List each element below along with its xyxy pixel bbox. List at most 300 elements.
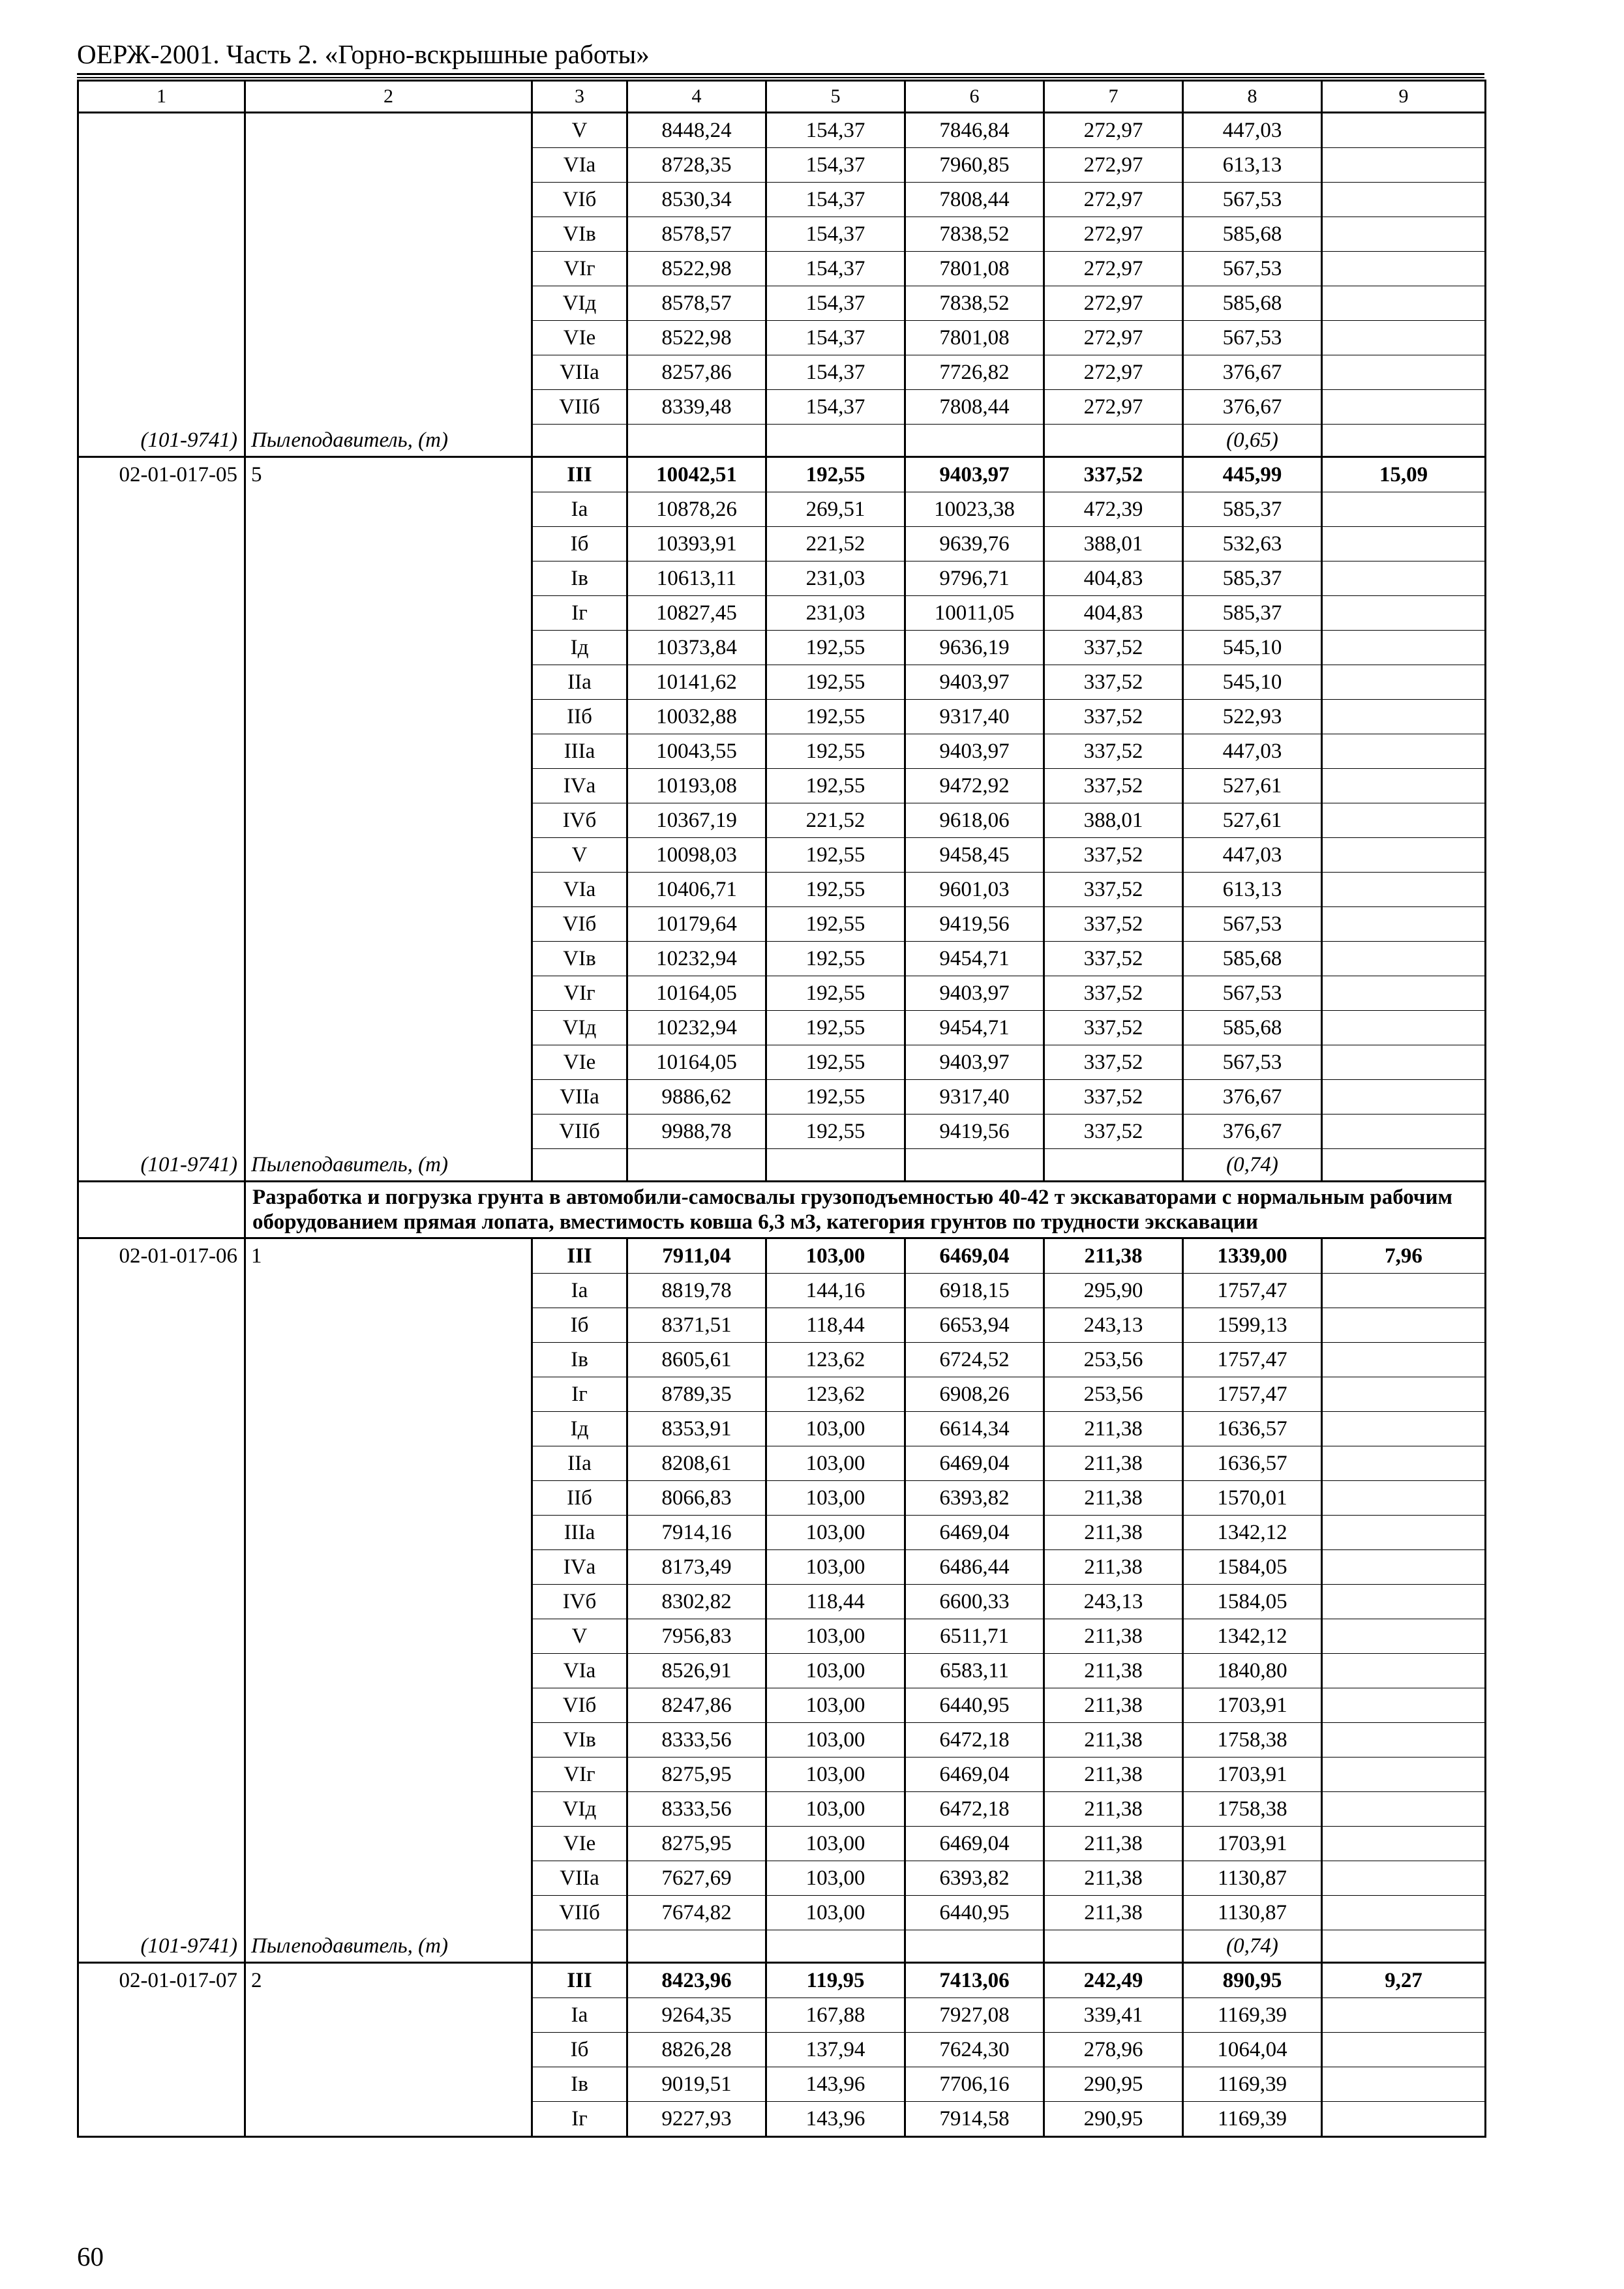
direct-costs: 8578,57 [627,217,766,252]
soil-category: Iд [532,631,627,665]
table-row [78,286,1486,321]
table-row [78,596,1486,631]
direct-costs: 8275,95 [627,1758,766,1792]
wages: 192,55 [766,873,905,907]
table-row [78,803,1486,838]
labor-costs [1322,838,1486,873]
labor-costs [1322,1080,1486,1115]
soil-category: IIа [532,665,627,700]
machine-operation: 6724,52 [905,1343,1044,1377]
norm-code: 02-01-017-06 [78,1238,245,1274]
wages: 192,55 [766,700,905,734]
wages: 144,16 [766,1274,905,1308]
machinist-wages: 211,38 [1044,1516,1183,1550]
direct-costs: 8353,91 [627,1412,766,1446]
machine-operation: 9639,76 [905,527,1044,561]
table-row [78,1688,1486,1723]
table-row [78,1654,1486,1688]
norm-code [78,907,245,942]
table-row [78,390,1486,425]
soil-category: VIд [532,1792,627,1827]
direct-costs: 8728,35 [627,148,766,183]
materials: 567,53 [1183,183,1322,217]
norm-description [245,1011,532,1045]
wages: 103,00 [766,1654,905,1688]
empty-cell [766,1930,905,1963]
empty-cell [766,425,905,457]
materials: 585,37 [1183,596,1322,631]
norm-description: 1 [245,1238,532,1274]
labor-costs [1322,942,1486,976]
soil-category: VIв [532,1723,627,1758]
materials: 585,68 [1183,286,1322,321]
wages: 103,00 [766,1550,905,1585]
materials: 1584,05 [1183,1550,1322,1585]
machinist-wages: 337,52 [1044,734,1183,769]
norm-description [245,631,532,665]
materials: 522,93 [1183,700,1322,734]
machine-operation: 9454,71 [905,1011,1044,1045]
soil-category: VIа [532,148,627,183]
machinist-wages: 272,97 [1044,355,1183,390]
resource-quantity: (0,74) [1183,1149,1322,1182]
direct-costs: 8789,35 [627,1377,766,1412]
machinist-wages: 337,52 [1044,1080,1183,1115]
table-row [78,976,1486,1011]
machinist-wages: 243,13 [1044,1308,1183,1343]
norm-code [78,1045,245,1080]
materials: 1840,80 [1183,1654,1322,1688]
labor-costs [1322,596,1486,631]
column-number: 2 [245,81,532,113]
norm-description [245,873,532,907]
norm-code [78,1654,245,1688]
soil-category: VIв [532,217,627,252]
wages: 118,44 [766,1585,905,1619]
direct-costs: 7674,82 [627,1896,766,1930]
norm-code [78,803,245,838]
materials: 447,03 [1183,113,1322,148]
norm-description [245,1792,532,1827]
table-row [78,561,1486,596]
direct-costs: 7911,04 [627,1238,766,1274]
wages: 103,00 [766,1688,905,1723]
table-row [78,734,1486,769]
norm-description [245,838,532,873]
norm-code [78,492,245,527]
machinist-wages: 253,56 [1044,1343,1183,1377]
materials: 1636,57 [1183,1412,1322,1446]
machine-operation: 7927,08 [905,1998,1044,2033]
direct-costs: 9019,51 [627,2067,766,2102]
norm-description [245,1827,532,1861]
direct-costs: 9886,62 [627,1080,766,1115]
wages: 103,00 [766,1827,905,1861]
labor-costs [1322,665,1486,700]
empty-cell [627,1149,766,1182]
table-row [78,838,1486,873]
norm-description [245,2033,532,2067]
direct-costs: 8448,24 [627,113,766,148]
machinist-wages: 404,83 [1044,596,1183,631]
machinist-wages: 211,38 [1044,1723,1183,1758]
norm-description [245,1998,532,2033]
wages: 103,00 [766,1238,905,1274]
machine-operation: 9618,06 [905,803,1044,838]
machine-operation: 6440,95 [905,1688,1044,1723]
machine-operation: 9601,03 [905,873,1044,907]
soil-category: Iв [532,2067,627,2102]
norm-description [245,355,532,390]
labor-costs [1322,1045,1486,1080]
machine-operation: 7808,44 [905,390,1044,425]
norm-code [78,1481,245,1516]
labor-costs [1322,1550,1486,1585]
machine-operation: 6511,71 [905,1619,1044,1654]
materials: 545,10 [1183,631,1322,665]
direct-costs: 8302,82 [627,1585,766,1619]
materials: 585,68 [1183,217,1322,252]
machine-operation: 6393,82 [905,1861,1044,1896]
soil-category: Iг [532,2102,627,2137]
machine-operation: 6469,04 [905,1516,1044,1550]
machinist-wages: 272,97 [1044,321,1183,355]
labor-costs [1322,1723,1486,1758]
norm-code [78,286,245,321]
soil-category: IVб [532,803,627,838]
machine-operation: 7726,82 [905,355,1044,390]
materials: 1757,47 [1183,1377,1322,1412]
wages: 269,51 [766,492,905,527]
norm-description: 5 [245,457,532,492]
empty-cell [532,1930,627,1963]
column-number: 5 [766,81,905,113]
materials: 1130,87 [1183,1861,1322,1896]
machine-operation: 6469,04 [905,1446,1044,1481]
table-row [78,2033,1486,2067]
norm-code [78,631,245,665]
table-row [78,1758,1486,1792]
labor-costs [1322,217,1486,252]
materials: 1339,00 [1183,1238,1322,1274]
materials: 890,95 [1183,1963,1322,1998]
empty-cell [905,1149,1044,1182]
norm-description [245,1619,532,1654]
labor-costs [1322,769,1486,803]
direct-costs: 8522,98 [627,252,766,286]
soil-category: VIг [532,252,627,286]
labor-costs [1322,1585,1486,1619]
norm-code [78,390,245,425]
norm-code [78,113,245,148]
norm-description [245,1861,532,1896]
norm-description [245,113,532,148]
direct-costs: 10164,05 [627,1045,766,1080]
soil-category: VIIб [532,1896,627,1930]
table-row [78,1343,1486,1377]
norms-table-body [78,81,1486,2137]
wages: 154,37 [766,321,905,355]
materials: 567,53 [1183,321,1322,355]
soil-category: VIа [532,873,627,907]
norm-description [245,596,532,631]
materials: 1703,91 [1183,1827,1322,1861]
machinist-wages: 337,52 [1044,700,1183,734]
norm-code [78,1516,245,1550]
empty-cell [766,1149,905,1182]
labor-costs [1322,252,1486,286]
machine-operation: 7846,84 [905,113,1044,148]
norm-description [245,527,532,561]
labor-costs [1322,1861,1486,1896]
wages: 231,03 [766,596,905,631]
machine-operation: 6600,33 [905,1585,1044,1619]
machinist-wages: 339,41 [1044,1998,1183,2033]
soil-category: VIе [532,321,627,355]
table-row [78,183,1486,217]
norm-description [245,321,532,355]
wages: 137,94 [766,2033,905,2067]
labor-costs [1322,1274,1486,1308]
machinist-wages: 290,95 [1044,2102,1183,2137]
materials: 1636,57 [1183,1446,1322,1481]
machinist-wages: 272,97 [1044,286,1183,321]
table-row [78,1446,1486,1481]
direct-costs: 10367,19 [627,803,766,838]
norm-description [245,1516,532,1550]
wages: 221,52 [766,527,905,561]
norm-code [78,217,245,252]
materials: 376,67 [1183,390,1322,425]
empty-cell [627,425,766,457]
norm-description [245,769,532,803]
machinist-wages: 278,96 [1044,2033,1183,2067]
empty-cell [627,1930,766,1963]
table-row [78,1412,1486,1446]
norm-description [245,1896,532,1930]
table-row [78,942,1486,976]
direct-costs: 9264,35 [627,1998,766,2033]
empty-cell [1044,1930,1183,1963]
table-row [78,457,1486,492]
column-numbers-row [78,81,1486,113]
norm-code [78,1998,245,2033]
norm-description [245,148,532,183]
resource-note-row [78,425,1486,457]
wages: 143,96 [766,2102,905,2137]
materials: 1757,47 [1183,1343,1322,1377]
soil-category: IVа [532,769,627,803]
soil-category: IIб [532,700,627,734]
machinist-wages: 388,01 [1044,527,1183,561]
norm-code [78,769,245,803]
norm-code [78,252,245,286]
wages: 192,55 [766,1115,905,1149]
labor-costs [1322,561,1486,596]
norm-code [78,1412,245,1446]
norm-code [78,873,245,907]
table-row [78,769,1486,803]
soil-category: VIд [532,1011,627,1045]
norm-code [78,1550,245,1585]
materials: 1169,39 [1183,1998,1322,2033]
direct-costs: 10827,45 [627,596,766,631]
soil-category: Iв [532,1343,627,1377]
norm-description [245,976,532,1011]
labor-costs [1322,976,1486,1011]
code-cell [78,1182,245,1238]
labor-costs [1322,907,1486,942]
materials: 1169,39 [1183,2102,1322,2137]
materials: 376,67 [1183,1080,1322,1115]
soil-category: VIг [532,1758,627,1792]
wages: 103,00 [766,1412,905,1446]
machinist-wages: 272,97 [1044,183,1183,217]
machine-operation: 9403,97 [905,734,1044,769]
labor-costs [1322,113,1486,148]
wages: 192,55 [766,838,905,873]
direct-costs: 10098,03 [627,838,766,873]
direct-costs: 8371,51 [627,1308,766,1343]
norm-description [245,1045,532,1080]
machinist-wages: 211,38 [1044,1688,1183,1723]
machine-operation: 6472,18 [905,1723,1044,1758]
materials: 1599,13 [1183,1308,1322,1343]
machinist-wages: 211,38 [1044,1827,1183,1861]
soil-category: IVб [532,1585,627,1619]
wages: 123,62 [766,1377,905,1412]
resource-code: (101-9741) [78,425,245,457]
materials: 567,53 [1183,976,1322,1011]
soil-category: VIг [532,976,627,1011]
table-row [78,1308,1486,1343]
empty-cell [905,1930,1044,1963]
labor-costs [1322,734,1486,769]
soil-category: VIIб [532,1115,627,1149]
labor-costs [1322,1792,1486,1827]
norm-code [78,2033,245,2067]
soil-category: IVа [532,1550,627,1585]
norm-description [245,492,532,527]
wages: 154,37 [766,355,905,390]
labor-costs [1322,1758,1486,1792]
norm-description [245,1115,532,1149]
norm-description [245,1080,532,1115]
labor-costs [1322,1308,1486,1343]
soil-category: V [532,113,627,148]
machine-operation: 6583,11 [905,1654,1044,1688]
table-row [78,1827,1486,1861]
soil-category: III [532,457,627,492]
resource-quantity: (0,74) [1183,1930,1322,1963]
table-row [78,527,1486,561]
norm-code [78,1861,245,1896]
soil-category: VIа [532,1654,627,1688]
table-row [78,1896,1486,1930]
norm-code: 02-01-017-05 [78,457,245,492]
norm-code [78,1080,245,1115]
direct-costs: 8522,98 [627,321,766,355]
resource-name: Пылеподавитель, (т) [245,1930,532,1963]
labor-costs: 7,96 [1322,1238,1486,1274]
direct-costs: 8578,57 [627,286,766,321]
machinist-wages: 272,97 [1044,390,1183,425]
labor-costs [1322,2067,1486,2102]
column-number: 7 [1044,81,1183,113]
machinist-wages: 337,52 [1044,942,1183,976]
soil-category: Iб [532,2033,627,2067]
norm-code [78,1758,245,1792]
norm-code: 02-01-017-07 [78,1963,245,1998]
materials: 1169,39 [1183,2067,1322,2102]
direct-costs: 10373,84 [627,631,766,665]
section-heading-row [78,1182,1486,1238]
wages: 103,00 [766,1723,905,1758]
table-row [78,492,1486,527]
wages: 154,37 [766,148,905,183]
soil-category: VIб [532,907,627,942]
materials: 1584,05 [1183,1585,1322,1619]
norm-description [245,803,532,838]
machine-operation: 7838,52 [905,286,1044,321]
norm-code [78,734,245,769]
materials: 585,37 [1183,561,1322,596]
table-row [78,1963,1486,1998]
direct-costs: 8173,49 [627,1550,766,1585]
direct-costs: 8423,96 [627,1963,766,1998]
machine-operation: 7706,16 [905,2067,1044,2102]
machine-operation: 9458,45 [905,838,1044,873]
table-row [78,1998,1486,2033]
norm-description [245,700,532,734]
labor-costs [1322,1516,1486,1550]
wages: 103,00 [766,1896,905,1930]
table-row [78,2067,1486,2102]
norms-table [77,80,1486,2138]
norm-code [78,148,245,183]
norm-code [78,976,245,1011]
machine-operation: 9403,97 [905,665,1044,700]
table-row [78,321,1486,355]
wages: 119,95 [766,1963,905,1998]
materials: 1758,38 [1183,1792,1322,1827]
materials: 613,13 [1183,873,1322,907]
norm-description [245,942,532,976]
machine-operation: 9419,56 [905,907,1044,942]
page-number: 60 [77,2241,104,2271]
direct-costs: 10878,26 [627,492,766,527]
norm-description [245,1274,532,1308]
direct-costs: 8339,48 [627,390,766,425]
labor-costs [1322,1115,1486,1149]
wages: 154,37 [766,183,905,217]
labor-costs [1322,1011,1486,1045]
wages: 154,37 [766,390,905,425]
norm-description: 2 [245,1963,532,1998]
column-number: 4 [627,81,766,113]
norm-code [78,942,245,976]
machinist-wages: 211,38 [1044,1412,1183,1446]
wages: 143,96 [766,2067,905,2102]
soil-category: III [532,1238,627,1274]
wages: 192,55 [766,1045,905,1080]
labor-costs [1322,631,1486,665]
norm-code [78,1792,245,1827]
machine-operation: 9472,92 [905,769,1044,803]
machine-operation: 7801,08 [905,252,1044,286]
section-heading: Разработка и погрузка грунта в автомобили-самосвалы грузоподъемностью 40-42 т экскаваторами с нормальным рабочим оборудованием прямая лопата, вместимость ковша 6,3 м3, категория грунтов по трудности экскавации [245,1182,1486,1238]
direct-costs: 10193,08 [627,769,766,803]
